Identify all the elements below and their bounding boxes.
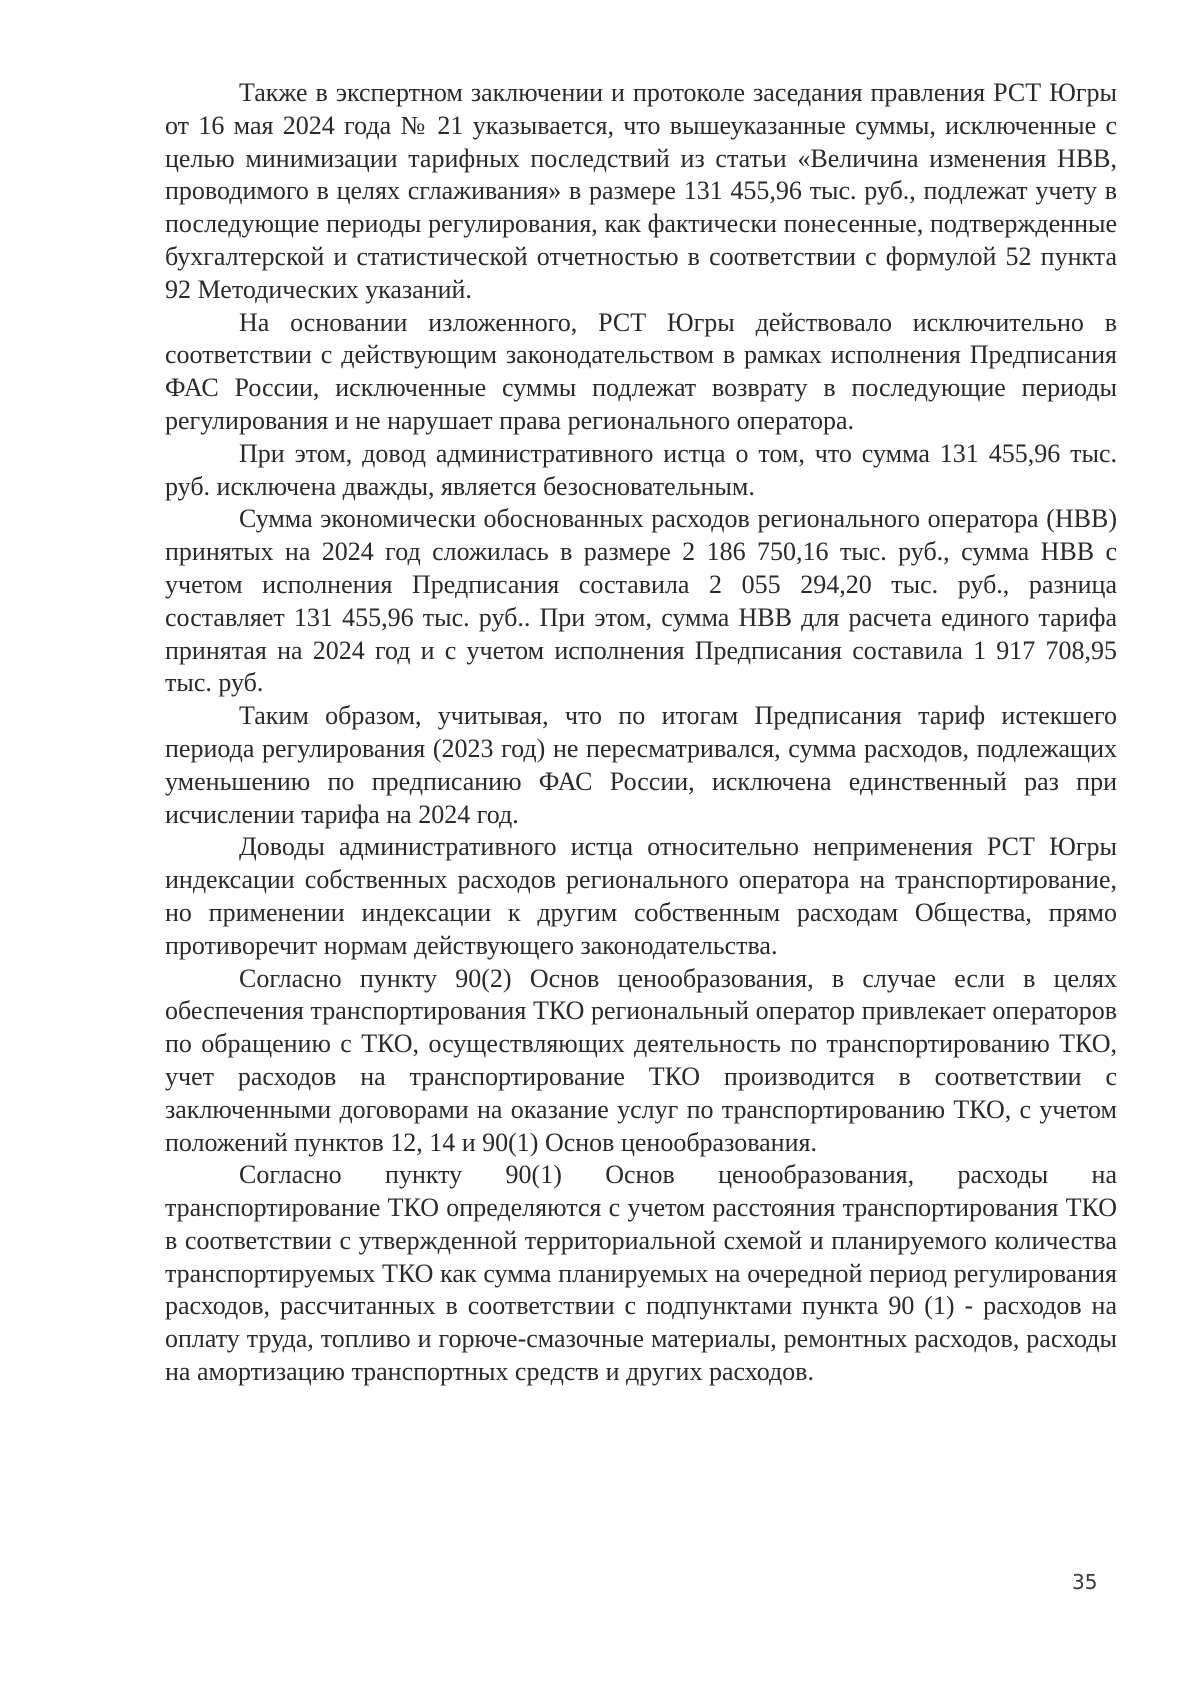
paragraph-5: Таким образом, учитывая, что по итогам Предписания тариф истекшего периода регулирования (2023 год) не пересматривался, сумма расходов, подлежащих уменьшению по предписанию ФАС России, исключена единственный раз при исчислении тарифа на 2024 год.: [165, 701, 1117, 829]
paragraph-7: Согласно пункту 90(2) Основ ценообразования, в случае если в целях обеспечения транспортирования ТКО региональный оператор привлекает операторов по обращению с ТКО, осуществляющих деятельность по транспортированию ТКО, учет расходов на транспортирование ТКО производится в соответствии с заключенными договорами на оказание услуг по транспортированию ТКО, с учетом положений пунктов 12, 14 и 90(1) Основ ценообразования.: [165, 963, 1117, 1157]
page-number: 35: [1072, 1570, 1098, 1594]
paragraph-8: Согласно пункту 90(1) Основ ценообразования, расходы на транспортирование ТКО определяются с учетом расстояния транспортирования ТКО в соответствии с утвержденной территориальной схемой и планируемого количества транспортируемых ТКО как сумма планируемых на очередной период регулирования расходов, рассчитанных в соответствии с подпунктами пункта 90 (1) - расходов на оплату труда, топливо и горюче-смазочные материалы, ремонтных расходов, расходы на амортизацию транспортных средств и других расходов.: [165, 1160, 1117, 1387]
paragraph-4: Сумма экономически обоснованных расходов регионального оператора (НВВ) принятых на 2024 год сложилась в размере 2 186 750,16 тыс. руб., сумма НВВ с учетом исполнения Предписания составила 2 055 294,20 тыс. руб., разница составляет 131 455,96 тыс. руб.. При этом, сумма НВВ для расчета единого тарифа принятая на 2024 год и с учетом исполнения Предписания составила 1 917 708,95 тыс. руб.: [165, 504, 1117, 698]
paragraph-3: При этом, довод административного истца о том, что сумма 131 455,96 тыс. руб. исключена дважды, является безосновательным.: [165, 438, 1117, 501]
document-body: [165, 77, 1117, 1389]
paragraph-6: Доводы административного истца относительно неприменения РСТ Югры индексации собственных расходов регионального оператора на транспортирование, но применении индексации к другим собственным расходам Общества, прямо противоречит нормам действующего законодательства.: [165, 832, 1117, 960]
paragraph-1: Также в экспертном заключении и протоколе заседания правления РСТ Югры от 16 мая 2024 года № 21 указывается, что вышеуказанные суммы, исключенные с целью минимизации тарифных последствий из статьи «Величина изменения НВВ, проводимого в целях сглаживания» в размере 131 455,96 тыс. руб., подлежат учету в последующие периоды регулирования, как фактически понесенные, подтвержденные бухгалтерской и статистической отчетностью в соответствии с формулой 52 пункта 92 Методических указаний.: [165, 78, 1117, 304]
paragraph-2: На основании изложенного, РСТ Югры действовало исключительно в соответствии с действующим законодательством в рамках исполнения Предписания ФАС России, исключенные суммы подлежат возврату в последующие периоды регулирования и не нарушает права регионального оператора.: [165, 307, 1117, 435]
